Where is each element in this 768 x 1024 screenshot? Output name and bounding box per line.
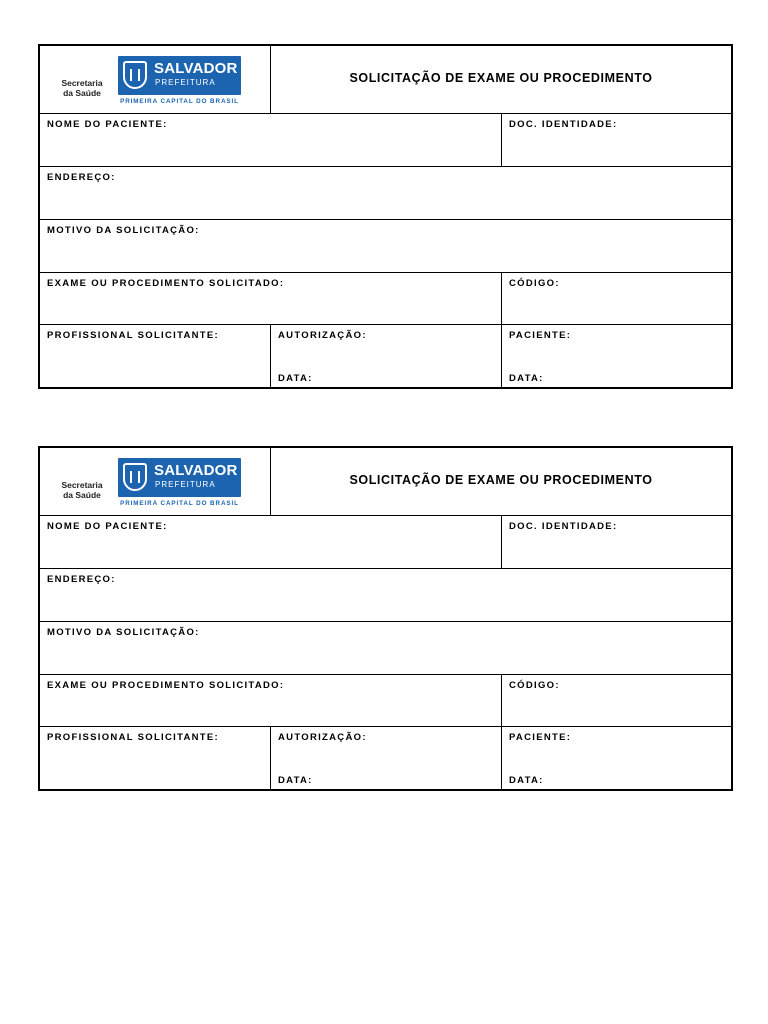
brand-sub: PREFEITURA	[155, 480, 216, 489]
id-doc-field[interactable]	[502, 114, 731, 166]
patient-label: PACIENTE:	[509, 732, 572, 743]
authorization-field[interactable]	[271, 325, 502, 387]
patient-date-label: DATA:	[509, 373, 544, 384]
reason-field[interactable]	[40, 220, 731, 272]
authorization-date-label: DATA:	[278, 775, 313, 786]
brand-tagline: PRIMEIRA CAPITAL DO BRASIL	[120, 500, 239, 507]
brand-name: SALVADOR	[154, 462, 238, 479]
code-field[interactable]	[502, 675, 731, 726]
authorization-label: AUTORIZAÇÃO:	[278, 732, 367, 743]
salvador-logo	[118, 458, 241, 497]
address-field[interactable]	[40, 569, 731, 621]
row-exam	[40, 674, 731, 726]
patient-name-field[interactable]	[40, 114, 502, 166]
id-doc-label: DOC. IDENTIDADE:	[509, 119, 618, 130]
row-signatures	[40, 726, 731, 789]
row-address	[40, 166, 731, 219]
crest-icon	[123, 61, 147, 89]
form-title: SOLICITAÇÃO DE EXAME OU PROCEDIMENTO	[349, 473, 653, 487]
reason-label: MOTIVO DA SOLICITAÇÃO:	[47, 627, 200, 638]
address-field[interactable]	[40, 167, 731, 219]
row-signatures	[40, 324, 731, 387]
patient-name-label: NOME DO PACIENTE:	[47, 119, 168, 130]
request-form-2	[38, 446, 733, 791]
request-form-1	[38, 44, 733, 389]
reason-field[interactable]	[40, 622, 731, 674]
exam-label: EXAME OU PROCEDIMENTO SOLICITADO:	[47, 278, 285, 289]
exam-field[interactable]	[40, 675, 502, 726]
patient-signature-field[interactable]	[502, 727, 731, 789]
professional-label: PROFISSIONAL SOLICITANTE:	[47, 732, 220, 743]
secretaria-label: Secretaria da Saúde	[61, 78, 103, 98]
patient-name-field[interactable]	[40, 516, 502, 568]
professional-field[interactable]	[40, 727, 271, 789]
row-patient	[40, 113, 731, 166]
code-label: CÓDIGO:	[509, 278, 560, 289]
row-reason	[40, 219, 731, 272]
address-label: ENDEREÇO:	[47, 172, 116, 183]
authorization-date-label: DATA:	[278, 373, 313, 384]
patient-date-label: DATA:	[509, 775, 544, 786]
professional-field[interactable]	[40, 325, 271, 387]
logo-area	[40, 448, 271, 515]
brand-name: SALVADOR	[154, 60, 238, 77]
authorization-label: AUTORIZAÇÃO:	[278, 330, 367, 341]
exam-field[interactable]	[40, 273, 502, 324]
row-address	[40, 568, 731, 621]
logo-area	[40, 46, 271, 113]
brand-sub: PREFEITURA	[155, 78, 216, 87]
code-field[interactable]	[502, 273, 731, 324]
professional-label: PROFISSIONAL SOLICITANTE:	[47, 330, 220, 341]
address-label: ENDEREÇO:	[47, 574, 116, 585]
form-header	[40, 46, 731, 113]
form-title: SOLICITAÇÃO DE EXAME OU PROCEDIMENTO	[349, 71, 653, 85]
row-reason	[40, 621, 731, 674]
row-exam	[40, 272, 731, 324]
secretaria-label: Secretaria da Saúde	[61, 480, 103, 500]
authorization-field[interactable]	[271, 727, 502, 789]
brand-tagline: PRIMEIRA CAPITAL DO BRASIL	[120, 98, 239, 105]
title-area	[271, 448, 731, 515]
salvador-logo	[118, 56, 241, 95]
patient-name-label: NOME DO PACIENTE:	[47, 521, 168, 532]
crest-icon	[123, 463, 147, 491]
id-doc-field[interactable]	[502, 516, 731, 568]
exam-label: EXAME OU PROCEDIMENTO SOLICITADO:	[47, 680, 285, 691]
patient-label: PACIENTE:	[509, 330, 572, 341]
row-patient	[40, 515, 731, 568]
id-doc-label: DOC. IDENTIDADE:	[509, 521, 618, 532]
form-header	[40, 448, 731, 515]
patient-signature-field[interactable]	[502, 325, 731, 387]
reason-label: MOTIVO DA SOLICITAÇÃO:	[47, 225, 200, 236]
title-area	[271, 46, 731, 113]
code-label: CÓDIGO:	[509, 680, 560, 691]
